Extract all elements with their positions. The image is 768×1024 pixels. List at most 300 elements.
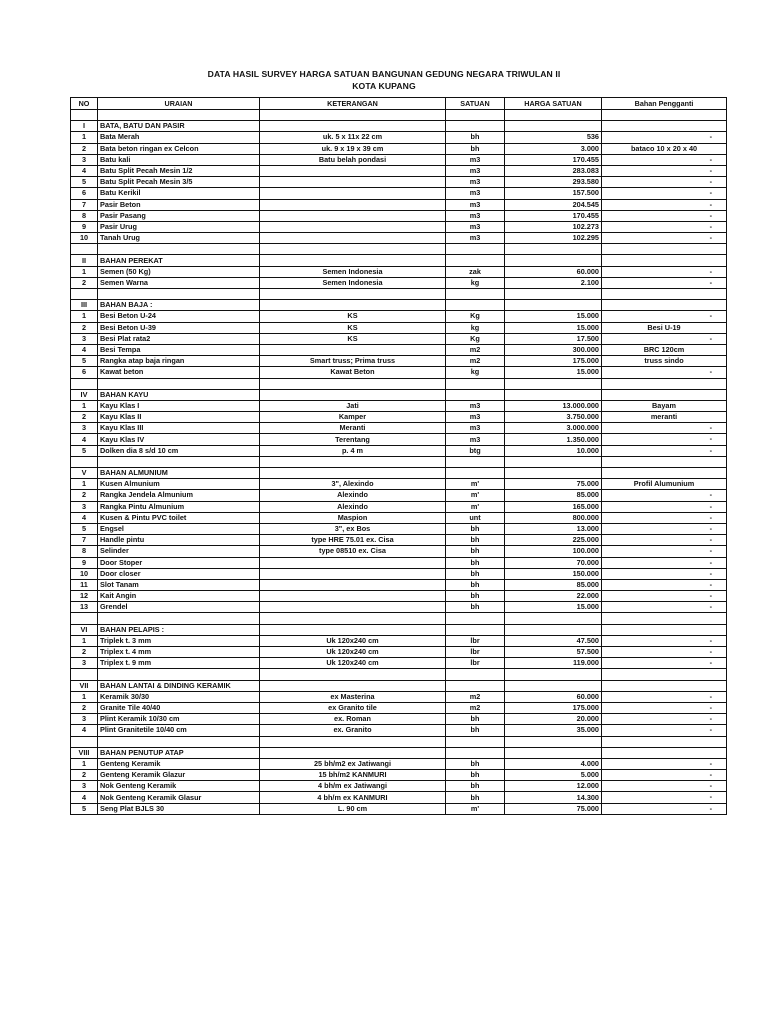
section-header-row — [71, 624, 727, 635]
item-description: Besi Plat rata2 — [98, 333, 260, 344]
item-description: Kayu Klas IV — [98, 434, 260, 445]
empty-cell — [260, 378, 446, 389]
item-unit-price: 15.000 — [505, 367, 602, 378]
item-description: Besi Beton U-39 — [98, 322, 260, 333]
item-unit: bh — [446, 714, 505, 725]
empty-cell — [71, 613, 98, 624]
item-substitute-material — [602, 568, 727, 579]
item-substitute-material — [602, 591, 727, 602]
item-unit: bh — [446, 143, 505, 154]
item-number: 7 — [71, 199, 98, 210]
item-note: uk. 9 x 19 x 39 cm — [260, 143, 446, 154]
empty-cell — [260, 121, 446, 132]
table-row — [71, 367, 727, 378]
substitute-material-text: truss sindo — [644, 356, 684, 366]
item-number: 2 — [71, 277, 98, 288]
item-number: 8 — [71, 210, 98, 221]
substitute-dash: - — [709, 647, 712, 656]
item-substitute-material — [602, 602, 727, 613]
item-unit-price: 170.455 — [505, 154, 602, 165]
item-note — [260, 344, 446, 355]
item-description: Selinder — [98, 546, 260, 557]
empty-cell — [98, 378, 260, 389]
item-note: 3", Alexindo — [260, 479, 446, 490]
empty-cell — [260, 255, 446, 266]
item-number: 5 — [71, 445, 98, 456]
substitute-material-text: Besi U-19 — [647, 322, 681, 332]
item-unit-price: 35.000 — [505, 725, 602, 736]
item-number: 7 — [71, 535, 98, 546]
item-unit-price: 293.580 — [505, 177, 602, 188]
item-description: Engsel — [98, 523, 260, 534]
item-unit-price: 102.295 — [505, 233, 602, 244]
empty-cell — [602, 110, 727, 121]
empty-cell — [505, 389, 602, 400]
item-substitute-material — [602, 233, 727, 244]
item-substitute-material — [602, 400, 727, 411]
item-unit-price: 175.000 — [505, 702, 602, 713]
item-unit-price: 70.000 — [505, 557, 602, 568]
item-unit: m3 — [446, 188, 505, 199]
item-number: 9 — [71, 557, 98, 568]
section-number: IV — [71, 389, 98, 400]
empty-cell — [71, 736, 98, 747]
empty-cell — [505, 300, 602, 311]
table-row — [71, 501, 727, 512]
section-header-row — [71, 389, 727, 400]
item-description: Genteng Keramik Glazur — [98, 770, 260, 781]
table-row — [71, 546, 727, 557]
item-number: 4 — [71, 512, 98, 523]
column-header-no: NO — [71, 98, 98, 110]
item-description: Pasir Urug — [98, 221, 260, 232]
empty-cell — [446, 255, 505, 266]
table-row — [71, 445, 727, 456]
spacer-row — [71, 736, 727, 747]
item-note: 15 bh/m2 KANMURI — [260, 770, 446, 781]
empty-cell — [446, 747, 505, 758]
table-row — [71, 691, 727, 702]
item-description: Kayu Klas III — [98, 423, 260, 434]
item-unit-price: 20.000 — [505, 714, 602, 725]
empty-cell — [602, 121, 727, 132]
empty-cell — [505, 121, 602, 132]
item-note: 4 bh/m ex Jatiwangi — [260, 781, 446, 792]
item-unit-price: 14.300 — [505, 792, 602, 803]
item-unit: m2 — [446, 344, 505, 355]
item-unit-price: 225.000 — [505, 535, 602, 546]
empty-cell — [71, 669, 98, 680]
item-substitute-material — [602, 557, 727, 568]
item-number: 1 — [71, 400, 98, 411]
item-description: Kayu Klas II — [98, 412, 260, 423]
item-unit-price: 283.083 — [505, 165, 602, 176]
empty-cell — [505, 736, 602, 747]
item-description: Bata Merah — [98, 132, 260, 143]
section-title: BAHAN LANTAI & DINDING KERAMIK — [98, 680, 260, 691]
item-note — [260, 591, 446, 602]
item-number: 5 — [71, 177, 98, 188]
item-substitute-material — [602, 177, 727, 188]
empty-cell — [98, 456, 260, 467]
item-unit: m3 — [446, 423, 505, 434]
table-row — [71, 725, 727, 736]
substitute-dash: - — [709, 702, 712, 712]
empty-cell — [602, 289, 727, 300]
item-unit: m' — [446, 501, 505, 512]
table-row — [71, 412, 727, 423]
item-description: Grendel — [98, 602, 260, 613]
item-unit: m' — [446, 479, 505, 490]
item-unit-price: 85.000 — [505, 490, 602, 501]
substitute-dash: - — [709, 512, 712, 522]
table-row — [71, 479, 727, 490]
item-unit-price: 165.000 — [505, 501, 602, 512]
item-note: p. 4 m — [260, 445, 446, 456]
item-unit-price: 175.000 — [505, 356, 602, 367]
item-substitute-material — [602, 322, 727, 333]
item-number: 8 — [71, 546, 98, 557]
substitute-material-text: bataco 10 x 20 x 40 — [630, 143, 698, 153]
item-description: Kayu Klas I — [98, 400, 260, 411]
item-unit: bh — [446, 591, 505, 602]
table-row — [71, 490, 727, 501]
item-note: type 08510 ex. Cisa — [260, 546, 446, 557]
item-number: 1 — [71, 132, 98, 143]
item-substitute-material — [602, 725, 727, 736]
substitute-dash: - — [709, 691, 712, 701]
item-note — [260, 188, 446, 199]
empty-cell — [602, 669, 727, 680]
empty-cell — [602, 680, 727, 691]
section-number: VI — [71, 624, 98, 635]
empty-cell — [71, 110, 98, 121]
section-header-row — [71, 121, 727, 132]
item-number: 3 — [71, 333, 98, 344]
item-substitute-material — [602, 691, 727, 702]
substitute-material-text: meranti — [650, 412, 678, 422]
item-note: Alexindo — [260, 490, 446, 501]
item-note: 3", ex Bos — [260, 523, 446, 534]
item-unit: lbr — [446, 658, 505, 669]
substitute-dash: - — [709, 333, 712, 343]
item-description: Pasir Pasang — [98, 210, 260, 221]
item-unit: btg — [446, 445, 505, 456]
item-unit-price: 800.000 — [505, 512, 602, 523]
empty-cell — [505, 244, 602, 255]
item-note: L. 90 cm — [260, 803, 446, 814]
table-row — [71, 154, 727, 165]
column-header-satuan: SATUAN — [446, 98, 505, 110]
item-unit-price: 75.000 — [505, 479, 602, 490]
item-unit: bh — [446, 132, 505, 143]
section-title: BAHAN PENUTUP ATAP — [98, 747, 260, 758]
item-description: Semen Warna — [98, 277, 260, 288]
document-title: DATA HASIL SURVEY HARGA SATUAN BANGUNAN GEDUNG NEGARA TRIWULAN II — [207, 69, 561, 79]
substitute-dash: - — [709, 154, 712, 164]
price-survey-table — [70, 97, 727, 815]
substitute-dash: - — [709, 803, 712, 813]
item-number: 2 — [71, 412, 98, 423]
empty-cell — [446, 468, 505, 479]
item-description: Tanah Urug — [98, 233, 260, 244]
empty-cell — [602, 747, 727, 758]
substitute-dash: - — [709, 602, 712, 612]
item-unit: m' — [446, 803, 505, 814]
item-substitute-material — [602, 434, 727, 445]
item-unit-price: 150.000 — [505, 568, 602, 579]
section-header-row — [71, 255, 727, 266]
item-unit-price: 102.273 — [505, 221, 602, 232]
item-description: Keramik 30/30 — [98, 691, 260, 702]
item-unit: zak — [446, 266, 505, 277]
item-number: 3 — [71, 501, 98, 512]
item-note: ex Masterina — [260, 691, 446, 702]
item-substitute-material — [602, 546, 727, 557]
item-unit: kg — [446, 277, 505, 288]
empty-cell — [446, 110, 505, 121]
table-row — [71, 635, 727, 646]
document-subtitle: KOTA KUPANG — [352, 81, 416, 91]
empty-cell — [98, 736, 260, 747]
table-row — [71, 512, 727, 523]
empty-cell — [505, 255, 602, 266]
item-note — [260, 557, 446, 568]
item-number: 5 — [71, 523, 98, 534]
item-description: Besi Beton U-24 — [98, 311, 260, 322]
item-number: 2 — [71, 143, 98, 154]
item-unit-price: 22.000 — [505, 591, 602, 602]
empty-cell — [505, 468, 602, 479]
spacer-row — [71, 456, 727, 467]
substitute-dash: - — [709, 445, 712, 455]
substitute-dash: - — [709, 277, 712, 287]
substitute-dash: - — [709, 770, 712, 780]
item-description: Rangka Jendela Almunium — [98, 490, 260, 501]
item-unit: bh — [446, 557, 505, 568]
item-unit-price: 157.500 — [505, 188, 602, 199]
empty-cell — [505, 456, 602, 467]
item-number: 13 — [71, 602, 98, 613]
item-substitute-material — [602, 758, 727, 769]
substitute-dash: - — [709, 792, 712, 802]
empty-cell — [446, 624, 505, 635]
item-note — [260, 210, 446, 221]
section-header-row — [71, 747, 727, 758]
item-unit-price: 57.500 — [505, 647, 602, 658]
item-note — [260, 568, 446, 579]
item-unit: bh — [446, 725, 505, 736]
section-header-row — [71, 468, 727, 479]
section-number: VIII — [71, 747, 98, 758]
table-row — [71, 210, 727, 221]
empty-cell — [98, 613, 260, 624]
item-description: Batu Split Pecah Mesin 1/2 — [98, 165, 260, 176]
item-unit-price: 100.000 — [505, 546, 602, 557]
item-description: Genteng Keramik — [98, 758, 260, 769]
item-description: Door closer — [98, 568, 260, 579]
table-row — [71, 165, 727, 176]
item-number: 3 — [71, 154, 98, 165]
item-note: ex Granito tile — [260, 702, 446, 713]
item-description: Besi Tempa — [98, 344, 260, 355]
empty-cell — [505, 378, 602, 389]
item-unit: m3 — [446, 177, 505, 188]
item-note: Terentang — [260, 434, 446, 445]
item-unit: m3 — [446, 221, 505, 232]
substitute-material-text: Bayam — [652, 400, 676, 410]
empty-cell — [446, 456, 505, 467]
item-number: 10 — [71, 568, 98, 579]
table-row — [71, 702, 727, 713]
substitute-dash: - — [709, 535, 712, 545]
empty-cell — [505, 624, 602, 635]
table-row — [71, 434, 727, 445]
item-description: Kait Angin — [98, 591, 260, 602]
empty-cell — [505, 110, 602, 121]
table-row — [71, 266, 727, 277]
empty-cell — [446, 613, 505, 624]
item-unit: bh — [446, 792, 505, 803]
item-unit: bh — [446, 758, 505, 769]
substitute-dash: - — [709, 725, 712, 735]
empty-cell — [260, 289, 446, 300]
empty-cell — [602, 624, 727, 635]
item-unit-price: 47.500 — [505, 635, 602, 646]
table-row — [71, 602, 727, 613]
spacer-row — [71, 289, 727, 300]
item-number: 4 — [71, 344, 98, 355]
empty-cell — [602, 468, 727, 479]
section-title: BAHAN PELAPIS : — [98, 624, 260, 635]
item-substitute-material — [602, 479, 727, 490]
item-substitute-material — [602, 535, 727, 546]
table-row — [71, 400, 727, 411]
table-row — [71, 579, 727, 590]
column-header-keterangan: KETERANGAN — [260, 98, 446, 110]
item-unit-price: 10.000 — [505, 445, 602, 456]
empty-cell — [602, 613, 727, 624]
empty-cell — [260, 456, 446, 467]
item-number: 4 — [71, 165, 98, 176]
item-number: 1 — [71, 266, 98, 277]
substitute-dash: - — [709, 714, 712, 724]
table-row — [71, 591, 727, 602]
item-unit: bh — [446, 546, 505, 557]
item-unit-price: 2.100 — [505, 277, 602, 288]
item-substitute-material — [602, 658, 727, 669]
item-unit-price: 536 — [505, 132, 602, 143]
section-header-row — [71, 680, 727, 691]
item-substitute-material — [602, 367, 727, 378]
item-description: Granite Tile 40/40 — [98, 702, 260, 713]
spacer-row — [71, 244, 727, 255]
item-substitute-material — [602, 143, 727, 154]
item-number: 4 — [71, 725, 98, 736]
item-note: Kamper — [260, 412, 446, 423]
item-unit: Kg — [446, 311, 505, 322]
item-number: 4 — [71, 792, 98, 803]
item-description: Plint Granitetile 10/40 cm — [98, 725, 260, 736]
empty-cell — [446, 736, 505, 747]
table-row — [71, 188, 727, 199]
item-number: 5 — [71, 356, 98, 367]
item-unit: lbr — [446, 647, 505, 658]
table-row — [71, 333, 727, 344]
item-substitute-material — [602, 714, 727, 725]
item-substitute-material — [602, 266, 727, 277]
item-number: 2 — [71, 702, 98, 713]
spacer-row — [71, 110, 727, 121]
item-description: Triplex t. 4 mm — [98, 647, 260, 658]
table-row — [71, 277, 727, 288]
empty-cell — [505, 680, 602, 691]
item-unit: kg — [446, 367, 505, 378]
item-number: 1 — [71, 691, 98, 702]
substitute-dash: - — [709, 758, 712, 768]
substitute-dash: - — [709, 177, 712, 187]
item-unit: m3 — [446, 165, 505, 176]
substitute-dash: - — [709, 591, 712, 601]
item-unit: bh — [446, 568, 505, 579]
substitute-dash: - — [709, 221, 712, 231]
item-description: Bata beton ringan ex Celcon — [98, 143, 260, 154]
item-substitute-material — [602, 803, 727, 814]
item-unit-price: 300.000 — [505, 344, 602, 355]
table-row — [71, 803, 727, 814]
item-substitute-material — [602, 199, 727, 210]
empty-cell — [98, 669, 260, 680]
item-substitute-material — [602, 781, 727, 792]
item-unit: m3 — [446, 210, 505, 221]
empty-cell — [98, 289, 260, 300]
item-number: 1 — [71, 758, 98, 769]
spacer-row — [71, 669, 727, 680]
item-unit: m2 — [446, 356, 505, 367]
item-description: Rangka Pintu Almunium — [98, 501, 260, 512]
item-substitute-material — [602, 311, 727, 322]
substitute-material-text: Profil Alumunium — [633, 479, 695, 489]
substitute-dash: - — [709, 635, 712, 645]
item-note: ex. Roman — [260, 714, 446, 725]
section-number: I — [71, 121, 98, 132]
item-note — [260, 199, 446, 210]
item-description: Dolken dia 8 s/d 10 cm — [98, 445, 260, 456]
column-header-harga-satuan: HARGA SATUAN — [505, 98, 602, 110]
section-title: BAHAN ALMUNIUM — [98, 468, 260, 479]
item-substitute-material — [602, 579, 727, 590]
item-unit-price: 12.000 — [505, 781, 602, 792]
item-description: Rangka atap baja ringan — [98, 356, 260, 367]
item-number: 3 — [71, 714, 98, 725]
item-substitute-material — [602, 333, 727, 344]
item-substitute-material — [602, 490, 727, 501]
item-number: 10 — [71, 233, 98, 244]
item-substitute-material — [602, 770, 727, 781]
empty-cell — [260, 468, 446, 479]
substitute-dash: - — [709, 165, 712, 175]
item-number: 6 — [71, 367, 98, 378]
item-unit: m3 — [446, 233, 505, 244]
item-note: uk. 5 x 11x 22 cm — [260, 132, 446, 143]
section-header-row — [71, 300, 727, 311]
substitute-dash: - — [709, 781, 712, 791]
item-description: Triplex t. 9 mm — [98, 658, 260, 669]
spacer-row — [71, 378, 727, 389]
empty-cell — [71, 456, 98, 467]
empty-cell — [505, 747, 602, 758]
item-unit-price: 170.455 — [505, 210, 602, 221]
